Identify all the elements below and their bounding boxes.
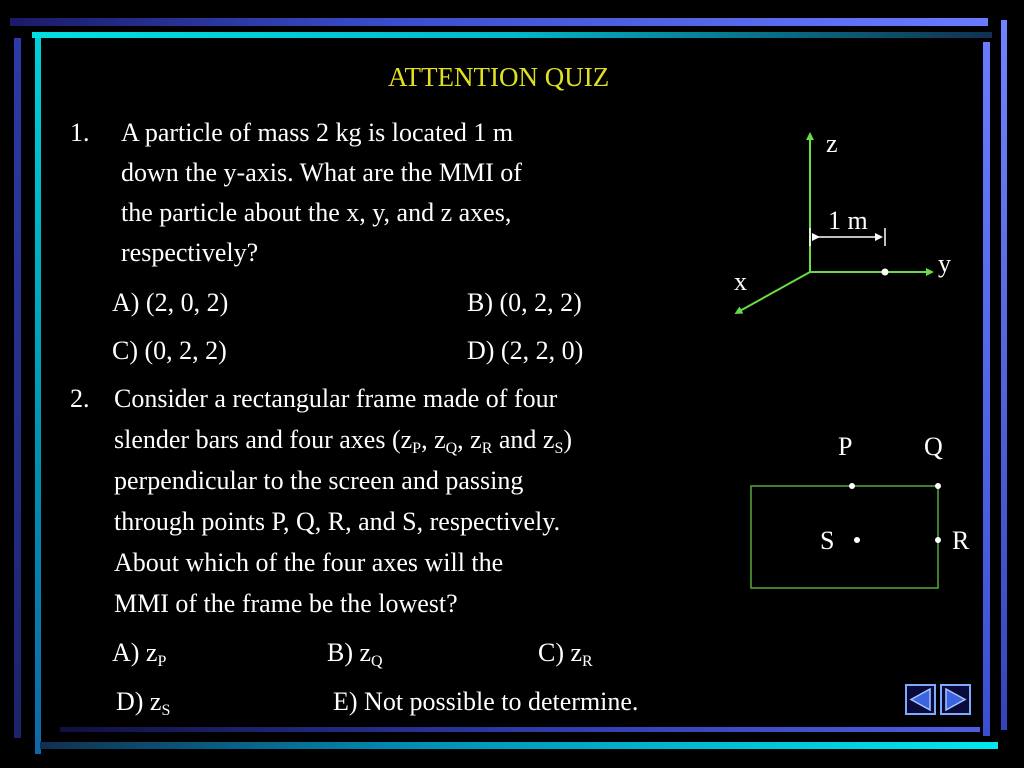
q2-line-2-end: )	[563, 425, 573, 454]
point-p-label: P	[838, 432, 853, 461]
x-axis-label: x	[734, 267, 747, 296]
q2-sep-2: , z	[457, 425, 482, 454]
axes-diagram	[734, 129, 951, 312]
frame-diagram	[751, 432, 970, 588]
previous-slide-button[interactable]	[905, 684, 936, 715]
q2-option-d-label: D) z	[116, 687, 162, 716]
q2-line-2-text: slender bars and four axes (z	[114, 425, 413, 454]
q2-sep-3: and z	[492, 425, 555, 454]
point-s-dot	[854, 537, 860, 543]
q2-option-d-sub: S	[161, 702, 171, 719]
q2-option-b-label: B) z	[327, 638, 372, 667]
q2-sub-r: R	[481, 440, 493, 457]
q1-line-4: respectively?	[121, 238, 259, 267]
next-slide-button[interactable]	[940, 684, 971, 715]
q2-line-1: Consider a rectangular frame made of four	[114, 384, 558, 413]
distance-label: 1 m	[828, 206, 868, 235]
q2-line-3: perpendicular to the screen and passing	[114, 466, 524, 495]
q2-option-c-sub: R	[582, 653, 593, 670]
slide-title: ATTENTION QUIZ	[388, 62, 610, 92]
q2-option-b-sub: Q	[371, 653, 383, 670]
q2-option-c-label: C) z	[538, 638, 583, 667]
point-p-dot	[849, 483, 855, 489]
z-axis-label: z	[826, 129, 838, 158]
q1-number: 1.	[70, 118, 90, 147]
point-q-dot	[935, 483, 941, 489]
point-q-label: Q	[924, 432, 943, 461]
q1-line-3: the particle about the x, y, and z axes,	[121, 198, 512, 227]
point-s-label: S	[820, 526, 835, 555]
y-axis-label: y	[938, 249, 951, 278]
q1-line-1: A particle of mass 2 kg is located 1 m	[121, 118, 514, 147]
q2-option-a-sub: P	[157, 653, 167, 670]
q2-sub-p: P	[412, 440, 422, 457]
rectangular-frame	[751, 486, 938, 588]
q2-number: 2.	[70, 384, 90, 413]
q2-sub-s: S	[554, 440, 564, 457]
q1-option-c: C) (0, 2, 2)	[112, 336, 227, 365]
particle-dot	[882, 269, 889, 276]
q2-option-e: E) Not possible to determine.	[333, 687, 639, 716]
q2-option-a-label: A) z	[112, 638, 158, 667]
q2-line-4: through points P, Q, R, and S, respectively.	[114, 507, 561, 536]
q2-sep-1: , z	[421, 425, 446, 454]
q1-line-2: down the y-axis. What are the MMI of	[121, 158, 522, 187]
q2-sub-q: Q	[445, 440, 458, 457]
q1-option-d: D) (2, 2, 0)	[467, 336, 584, 365]
q2-line-6: MMI of the frame be the lowest?	[114, 589, 458, 618]
q1-option-a: A) (2, 0, 2)	[112, 288, 229, 317]
triangle-left-icon	[907, 686, 934, 713]
triangle-right-icon	[942, 686, 969, 713]
q1-option-b: B) (0, 2, 2)	[467, 288, 582, 317]
q2-line-5: About which of the four axes will the	[114, 548, 504, 577]
point-r-label: R	[952, 526, 970, 555]
x-axis	[738, 272, 810, 312]
point-r-dot	[935, 537, 941, 543]
